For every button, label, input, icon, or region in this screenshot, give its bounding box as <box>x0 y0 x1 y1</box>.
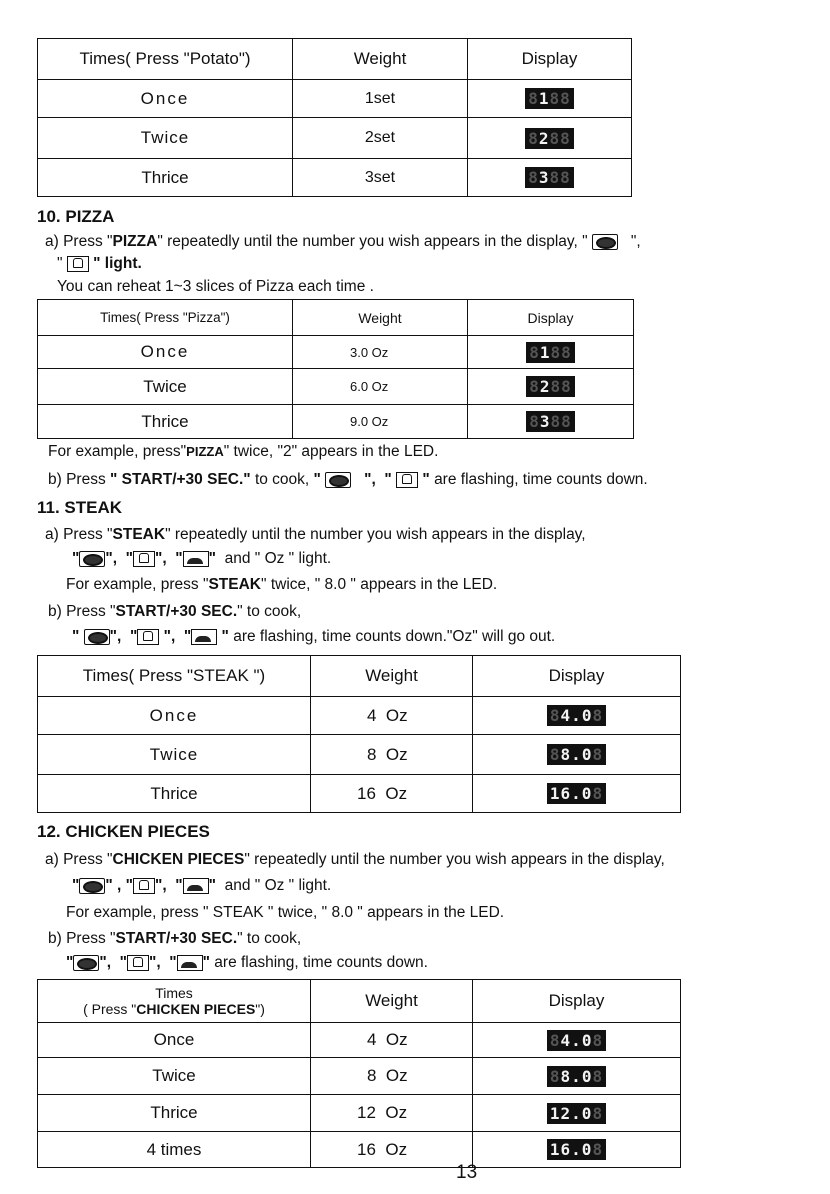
weight-cell: 4 Oz <box>311 1023 473 1058</box>
chicken-instruction-b: b) Press "START/+30 SEC." to cook, <box>48 930 302 947</box>
chicken-example: For example, press " STEAK " twice, " 8.0 " appears in the LED. <box>66 904 505 921</box>
chef-hat-icon <box>127 955 149 971</box>
display-cell <box>468 369 634 405</box>
display-cell <box>468 405 634 439</box>
led-display: 8188 <box>525 88 574 109</box>
section-heading-chicken: 12. CHICKEN PIECES <box>37 822 210 841</box>
display-cell <box>473 775 681 813</box>
steak-example: For example, press "STEAK" twice, " 8.0 " appears in the LED. <box>66 576 498 593</box>
tray-icon <box>191 629 217 645</box>
times-cell: Once <box>38 80 293 118</box>
table-row <box>38 369 634 405</box>
tray-icon <box>177 955 203 971</box>
weight-cell: 8 Oz <box>311 735 473 775</box>
table-header: Times( Press "STEAK ") <box>38 656 311 697</box>
table-row <box>38 735 681 775</box>
display-cell <box>473 1095 681 1132</box>
pizza-instruction-b: b) Press " START/+30 SEC." to cook, " ", " " are flashing, time counts down. <box>48 471 648 488</box>
weight-cell: 16 Oz <box>311 1132 473 1168</box>
table-row <box>38 80 632 118</box>
weight-cell: 16 Oz <box>311 775 473 813</box>
chicken-instruction-a-cont: " " , " ", " " and " Oz " light. <box>72 877 332 894</box>
table-header: Display <box>473 656 681 697</box>
led-display: 8188 <box>526 342 575 363</box>
times-cell: Twice <box>38 1058 311 1095</box>
table-row <box>38 1095 681 1132</box>
chef-hat-icon <box>396 472 418 488</box>
times-cell: 4 times <box>38 1132 311 1168</box>
pizza-instruction-a-cont: " " light. <box>57 255 142 272</box>
dish-icon <box>73 955 99 971</box>
weight-cell: 6.0 Oz <box>293 369 468 405</box>
weight-cell: 4 Oz <box>311 697 473 735</box>
table-row <box>38 336 634 369</box>
weight-cell: 12 Oz <box>311 1095 473 1132</box>
table-header: Times( Press "Potato") <box>38 39 293 80</box>
potato-table <box>37 38 632 197</box>
display-cell <box>468 118 632 159</box>
led-display: 16.08 <box>547 1139 606 1160</box>
display-cell <box>473 1058 681 1095</box>
dish-icon <box>325 472 351 488</box>
table-header <box>38 980 311 1023</box>
pizza-table <box>37 299 634 439</box>
led-display: 8288 <box>526 376 575 397</box>
display-cell <box>473 1132 681 1168</box>
times-cell: Twice <box>38 118 293 159</box>
times-cell: Once <box>38 697 311 735</box>
chef-hat-icon <box>137 629 159 645</box>
times-cell: Thrice <box>38 405 293 439</box>
table-header: Display <box>468 39 632 80</box>
times-cell: Thrice <box>38 159 293 197</box>
weight-cell: 9.0 Oz <box>293 405 468 439</box>
led-display: 88.08 <box>547 1066 606 1087</box>
table-header: Display <box>473 980 681 1023</box>
table-header: Weight <box>311 980 473 1023</box>
table-row <box>38 1058 681 1095</box>
pizza-instruction-a: a) Press "PIZZA" repeatedly until the number you wish appears in the display, " ", <box>45 233 641 250</box>
chicken-instruction-a: a) Press "CHICKEN PIECES" repeatedly until the number you wish appears in the display, <box>45 851 665 868</box>
display-cell <box>473 735 681 775</box>
steak-instruction-a: a) Press "STEAK" repeatedly until the number you wish appears in the display, <box>45 526 586 543</box>
chicken-instruction-b-cont: " ", " ", " " are flashing, time counts down. <box>66 954 428 971</box>
table-header: Weight <box>293 39 468 80</box>
steak-table <box>37 655 681 813</box>
dish-icon <box>79 878 105 894</box>
table-row <box>38 1023 681 1058</box>
chef-hat-icon <box>133 551 155 567</box>
chicken-table <box>37 979 681 1168</box>
section-heading-steak: 11. STEAK <box>37 498 123 517</box>
table-row <box>38 159 632 197</box>
dish-icon <box>84 629 110 645</box>
display-cell <box>473 1023 681 1058</box>
times-cell: Twice <box>38 735 311 775</box>
header-times-line-1: Times <box>155 985 193 1001</box>
pizza-example: For example, press"PIZZA" twice, "2" appears in the LED. <box>48 443 439 460</box>
table-row <box>38 405 634 439</box>
weight-cell: 1set <box>293 80 468 118</box>
tray-icon <box>183 878 209 894</box>
times-cell: Once <box>38 1023 311 1058</box>
led-display: 84.08 <box>547 1030 606 1051</box>
table-header: Weight <box>311 656 473 697</box>
steak-instruction-b: b) Press "START/+30 SEC." to cook, <box>48 603 302 620</box>
table-row <box>38 1132 681 1168</box>
display-cell <box>468 80 632 118</box>
weight-cell: 3.0 Oz <box>293 336 468 369</box>
display-cell <box>468 159 632 197</box>
pizza-note: You can reheat 1~3 slices of Pizza each time . <box>57 278 374 295</box>
weight-cell: 8 Oz <box>311 1058 473 1095</box>
steak-instruction-a-cont: " ", " ", " " and " Oz " light. <box>72 550 332 567</box>
table-header: Display <box>468 300 634 336</box>
tray-icon <box>183 551 209 567</box>
display-cell <box>468 336 634 369</box>
led-display: 8388 <box>525 167 574 188</box>
led-display: 84.08 <box>547 705 606 726</box>
led-display: 16.08 <box>547 783 606 804</box>
times-cell: Thrice <box>38 1095 311 1132</box>
chef-hat-icon <box>133 878 155 894</box>
chef-hat-icon <box>67 256 89 272</box>
table-row <box>38 697 681 735</box>
header-times-line-2: ( Press "CHICKEN PIECES") <box>83 1001 265 1017</box>
led-display: 8288 <box>525 128 574 149</box>
table-row <box>38 118 632 159</box>
steak-instruction-b-cont: " ", " ", " " are flashing, time counts down."Oz" will go out. <box>72 628 556 645</box>
dish-icon <box>592 234 618 250</box>
display-cell <box>473 697 681 735</box>
weight-cell: 2set <box>293 118 468 159</box>
led-display: 8388 <box>526 411 575 432</box>
table-header: Times( Press "Pizza") <box>38 300 293 336</box>
times-cell: Twice <box>38 369 293 405</box>
weight-cell: 3set <box>293 159 468 197</box>
led-display: 88.08 <box>547 744 606 765</box>
times-cell: Thrice <box>38 775 311 813</box>
page-number: 13 <box>456 1162 478 1183</box>
section-heading-pizza: 10. PIZZA <box>37 207 115 226</box>
table-row <box>38 775 681 813</box>
times-cell: Once <box>38 336 293 369</box>
dish-icon <box>79 551 105 567</box>
table-header: Weight <box>293 300 468 336</box>
led-display: 12.08 <box>547 1103 606 1124</box>
